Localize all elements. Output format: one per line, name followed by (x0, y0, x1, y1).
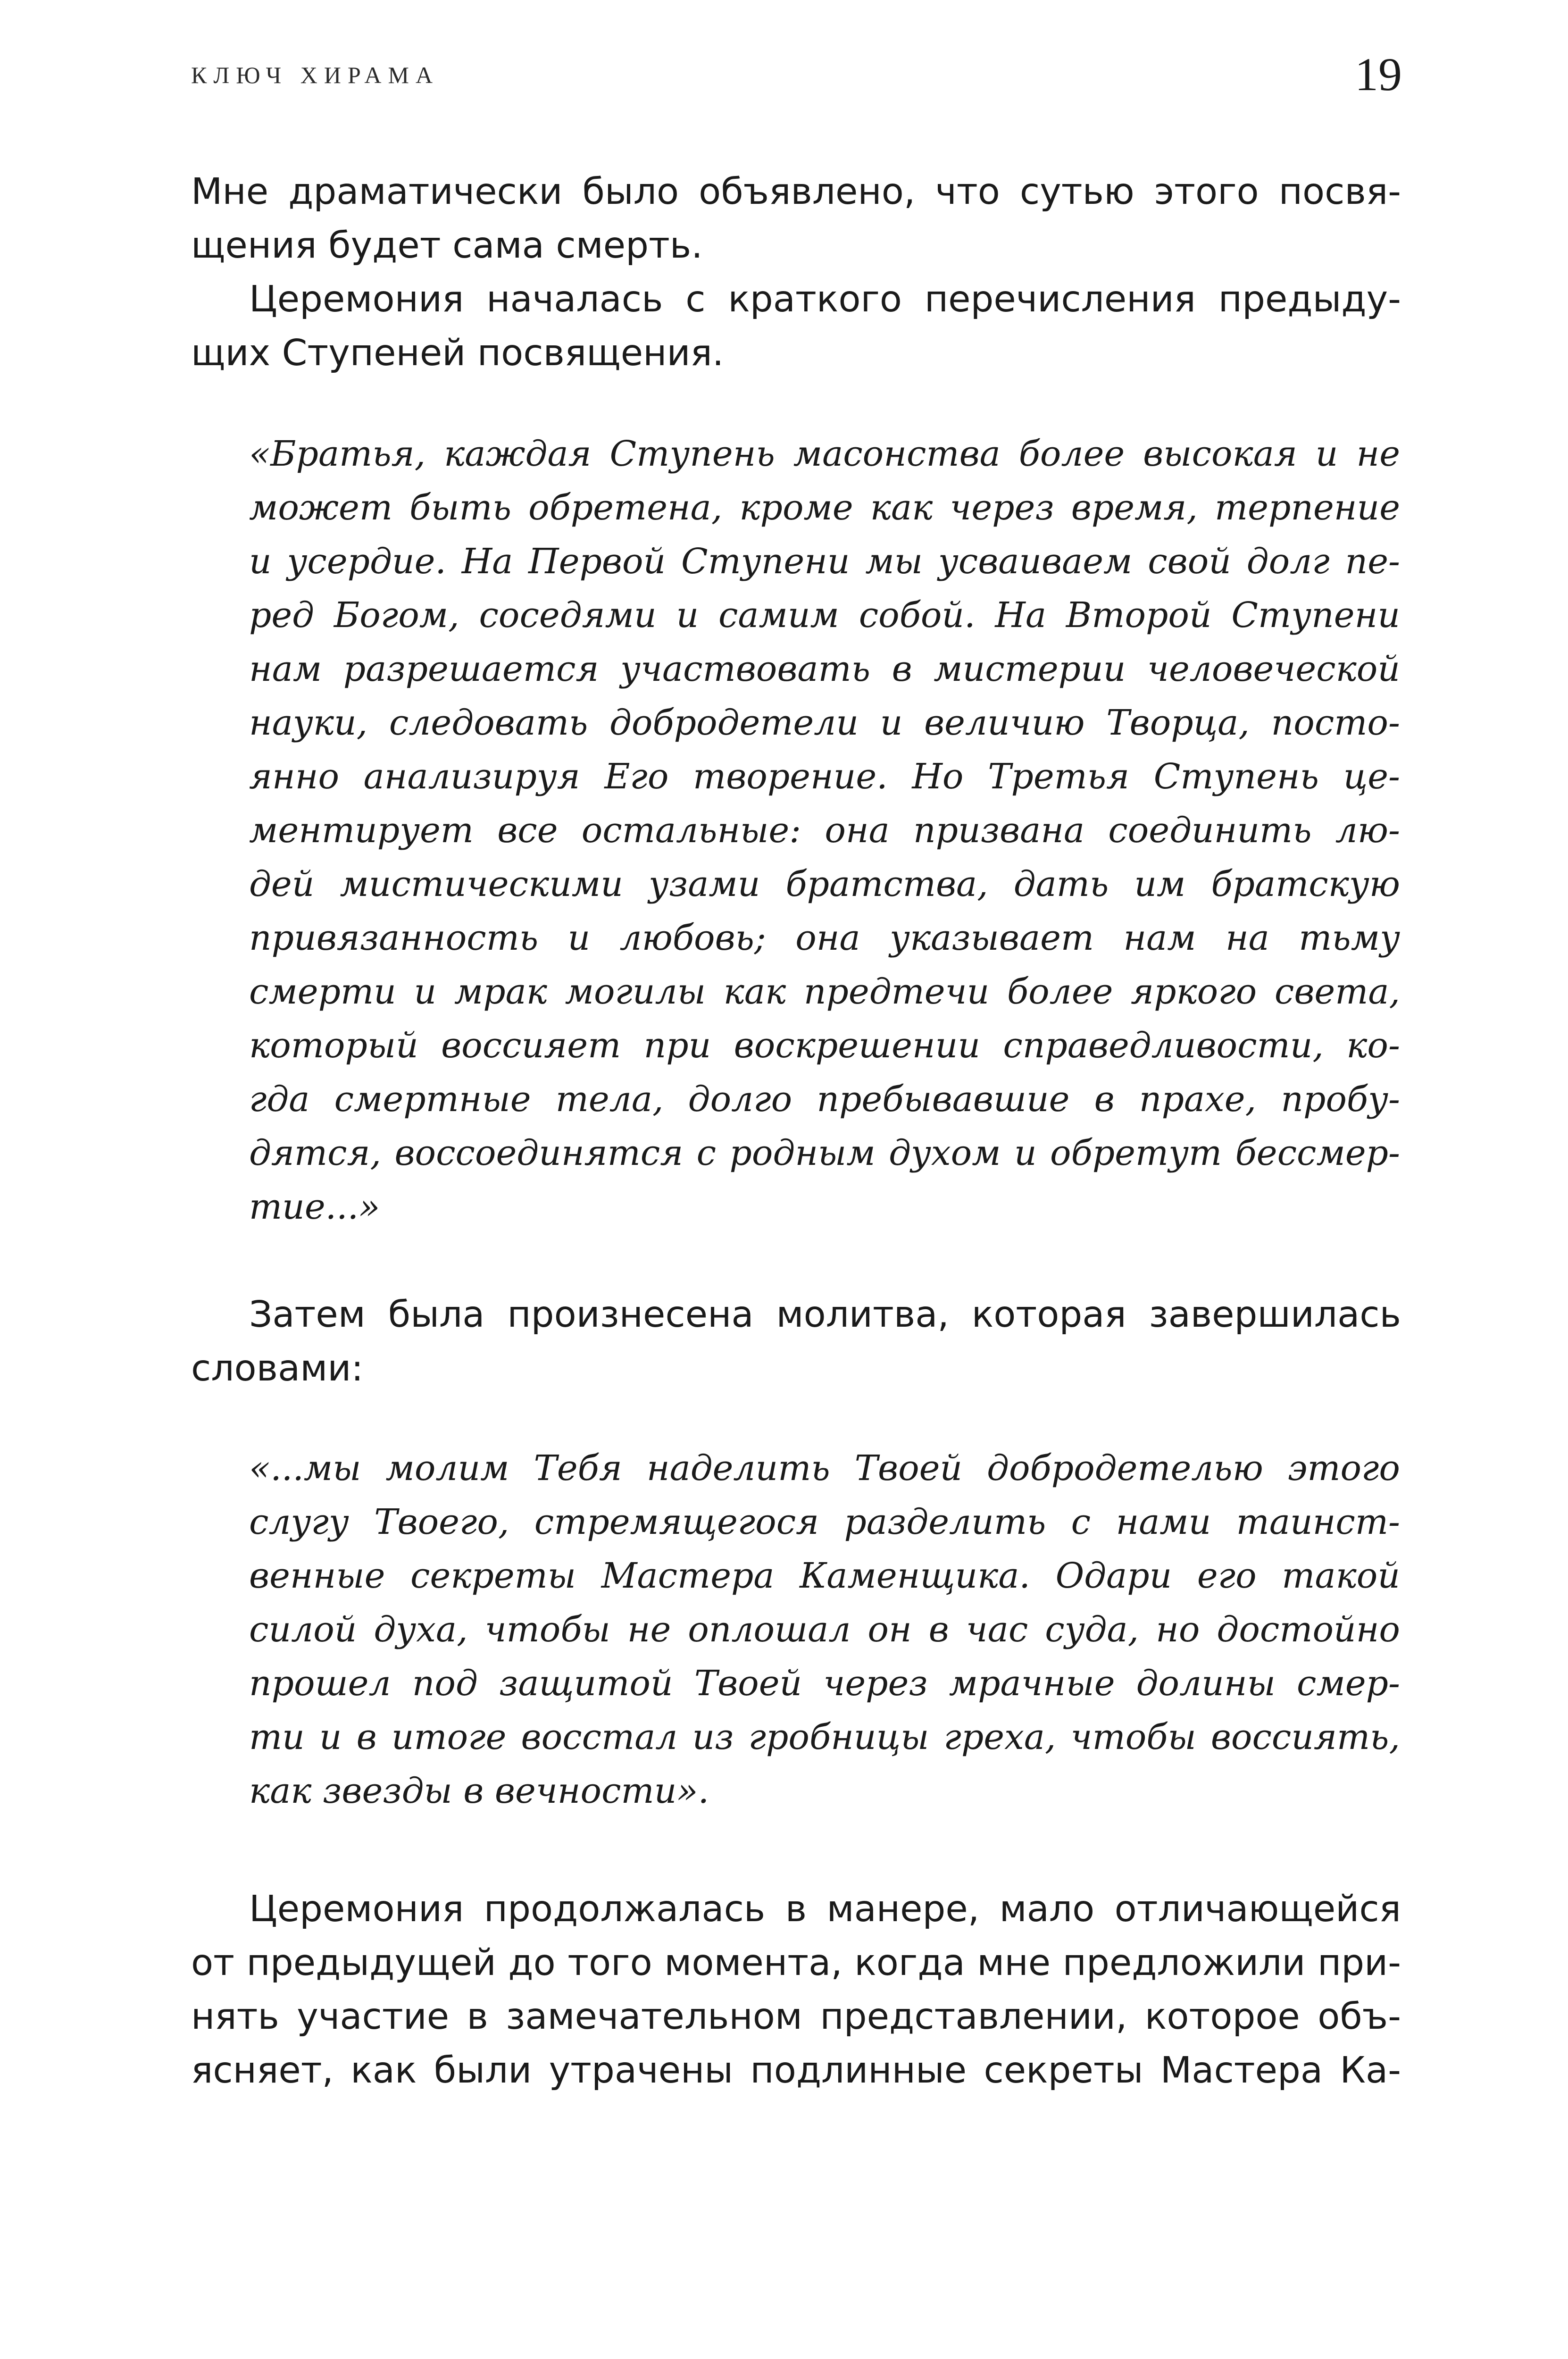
quote-line: который воссияет при воскрешении справедливости, ко- (249, 1025, 1400, 1066)
paragraph-4 (191, 1882, 1401, 2098)
running-title: КЛЮЧ ХИРАМА (191, 62, 440, 88)
quote-line: слугу Твоего, стремящегося разделить с нами таинст- (249, 1502, 1400, 1542)
quote-line: венные секреты Мастера Каменщика. Одари его такой (249, 1556, 1400, 1596)
quote-line: «Братья, каждая Ступень масонства более высокая и не (249, 434, 1400, 474)
paragraph-line: нять участие в замечательном представлении, которое объ- (191, 1996, 1401, 2038)
quote-line: как звезды в вечности». (249, 1771, 709, 1811)
quote-line: тие...» (249, 1187, 380, 1227)
quote-line: нам разрешается участвовать в мистерии человеческой (249, 649, 1400, 689)
paragraph-2 (191, 273, 1401, 380)
paragraph-line: щих Ступеней посвящения. (191, 332, 724, 374)
quote-line: и усердие. На Первой Ступени мы усваиваем свой долг пе- (249, 541, 1400, 582)
quote-2 (249, 1441, 1400, 1818)
paragraph-line: Церемония продолжалась в манере, мало отличающейся (249, 1888, 1401, 1930)
paragraph-line: щения будет сама смерть. (191, 225, 703, 267)
paragraph-line: от предыдущей до того момента, когда мне предложили при- (191, 1942, 1401, 1984)
quote-line: ментирует все остальные: она призвана соединить лю- (249, 810, 1400, 851)
paragraph-line: Церемония началась с краткого перечисления предыду- (249, 278, 1401, 320)
quote-line: дятся, воссоединятся с родным духом и обретут бессмер- (249, 1133, 1400, 1173)
paragraph-line: словами: (191, 1347, 364, 1389)
quote-1 (249, 427, 1400, 1234)
paragraph-line: Затем была произнесена молитва, которая завершилась (249, 1294, 1401, 1336)
quote-line: ти и в итоге восстал из гробницы греха, чтобы воссиять, (249, 1717, 1400, 1757)
quote-line: привязанность и любовь; она указывает нам на тьму (249, 918, 1400, 958)
paragraph-line: Мне драматически было объявлено, что сутью этого посвя- (191, 171, 1401, 213)
page-number: 19 (1355, 48, 1402, 100)
quote-line: дей мистическими узами братства, дать им братскую (249, 864, 1400, 904)
quote-line: смерти и мрак могилы как предтечи более яркого света, (249, 971, 1400, 1012)
quote-line: ред Богом, соседями и самим собой. На Второй Ступени (249, 595, 1400, 636)
quote-line: силой духа, чтобы не оплошал он в час суда, но достойно (249, 1609, 1400, 1650)
paragraph-line: ясняет, как были утрачены подлинные секреты Мастера Ка- (191, 2049, 1401, 2091)
quote-line: прошел под защитой Твоей через мрачные долины смер- (249, 1663, 1400, 1704)
quote-line: гда смертные тела, долго пребывавшие в прахе, пробу- (249, 1079, 1400, 1120)
quote-line: янно анализируя Его творение. Но Третья Ступень це- (249, 756, 1400, 797)
paragraph-1 (191, 165, 1401, 273)
quote-line: может быть обретена, кроме как через время, терпение (249, 487, 1400, 528)
quote-line: «...мы молим Тебя наделить Твоей добродетелью этого (249, 1448, 1400, 1489)
quote-line: науки, следовать добродетели и величию Творца, посто- (249, 703, 1400, 743)
paragraph-3 (191, 1288, 1401, 1396)
